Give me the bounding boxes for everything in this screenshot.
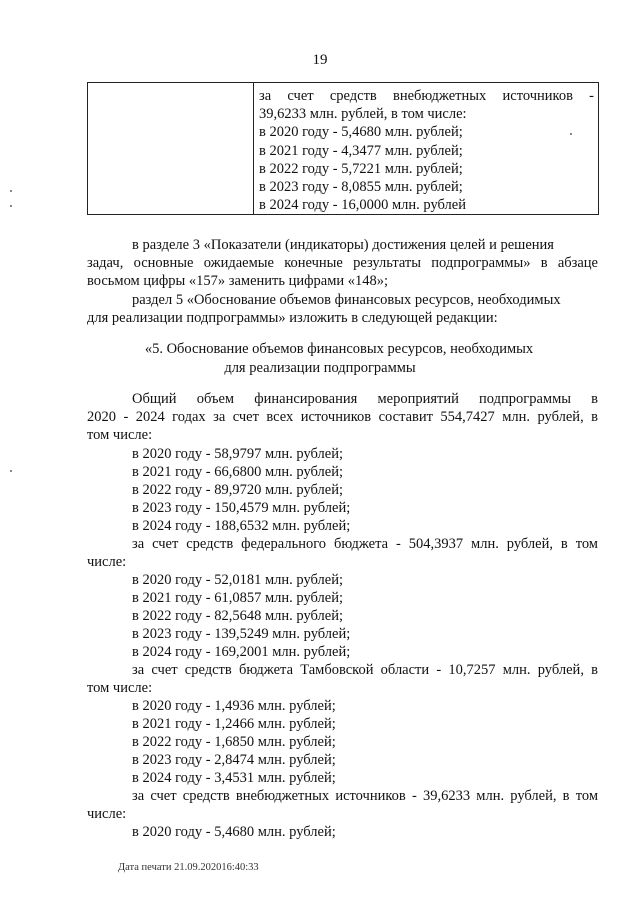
paragraph-line: числе: (87, 554, 127, 571)
paragraph-line: в разделе 3 «Показатели (индикаторы) достижения целей и решения (132, 237, 554, 253)
regional-year-item: в 2024 году - 3,4531 млн. рублей; (132, 770, 336, 786)
total-year-item: в 2020 году - 58,9797 млн. рублей; (132, 446, 343, 462)
table-line: в 2024 году - 16,0000 млн. рублей (259, 197, 466, 214)
federal-year-item: в 2021 году - 61,0857 млн. рублей; (132, 590, 343, 606)
table-line: 39,6233 млн. рублей, в том числе: (259, 106, 467, 123)
table-line: за счет средств внебюджетных источников - (259, 88, 594, 104)
extrabudget-paragraph (87, 787, 598, 823)
scan-speck (10, 190, 12, 192)
scan-speck (10, 470, 12, 472)
paragraph-line: раздел 5 «Обоснование объемов финансовых ресурсов, необходимых (132, 292, 561, 308)
paragraph-line: восьмом цифры «157» заменить цифрами «148»; (87, 273, 389, 290)
paragraph-line: за счет средств бюджета Тамбовской области - 10,7257 млн. рублей, в (132, 662, 598, 678)
federal-year-item: в 2023 году - 139,5249 млн. рублей; (132, 626, 351, 642)
paragraph-line: за счет средств федерального бюджета - 504,3937 млн. рублей, в том (132, 536, 598, 552)
table-funding-cell (254, 83, 599, 215)
federal-year-item: в 2020 году - 52,0181 млн. рублей; (132, 572, 343, 588)
regional-paragraph (87, 661, 598, 697)
paragraph-line: числе: (87, 806, 127, 823)
table-line: в 2021 году - 4,3477 млн. рублей; (259, 142, 463, 159)
total-funding-paragraph (87, 390, 598, 445)
regional-year-item: в 2022 году - 1,6850 млн. рублей; (132, 734, 336, 750)
paragraph-line: том числе: (87, 427, 153, 444)
table-line: в 2022 году - 5,7221 млн. рублей; (259, 160, 463, 177)
scan-speck (10, 205, 12, 207)
federal-year-item: в 2022 году - 82,5648 млн. рублей; (132, 608, 343, 624)
paragraph-line: для реализации подпрограммы» изложить в следующей редакции: (87, 310, 498, 327)
table-line: в 2023 году - 8,0855 млн. рублей; (259, 179, 463, 196)
federal-year-item: в 2024 году - 169,2001 млн. рублей; (132, 644, 351, 660)
paragraph-line: задач, основные ожидаемые конечные результаты подпрограммы» в абзаце (87, 255, 598, 272)
regional-year-item: в 2021 году - 1,2466 млн. рублей; (132, 716, 336, 732)
print-date-footer: Дата печати 21.09.202016:40:33 (118, 862, 259, 873)
scan-speck (570, 133, 572, 135)
extrabudget-year-item: в 2020 году - 5,4680 млн. рублей; (132, 824, 336, 840)
amendment-paragraph (87, 236, 598, 291)
federal-paragraph (87, 535, 598, 571)
table-line: в 2020 году - 5,4680 млн. рублей; (259, 124, 463, 141)
heading-line-1: «5. Обоснование объемов финансовых ресурсов, необходимых (144, 341, 534, 357)
regional-year-item: в 2023 году - 2,8474 млн. рублей; (132, 752, 336, 768)
total-year-item: в 2023 году - 150,4579 млн. рублей; (132, 500, 351, 516)
section5-paragraph (87, 291, 598, 327)
page-number: 19 (312, 52, 328, 68)
regional-year-item: в 2020 году - 1,4936 млн. рублей; (132, 698, 336, 714)
table-empty-cell (88, 83, 254, 215)
paragraph-line: за счет средств внебюджетных источников - 39,6233 млн. рублей, в том (132, 788, 598, 804)
funding-table (87, 82, 599, 215)
heading-line-2: для реализации подпрограммы (224, 359, 416, 376)
total-year-item: в 2024 году - 188,6532 млн. рублей; (132, 518, 351, 534)
total-year-item: в 2021 году - 66,6800 млн. рублей; (132, 464, 343, 480)
paragraph-line: 2020 - 2024 годах за счет всех источников составит 554,7427 млн. рублей, в (87, 409, 598, 426)
section-heading (0, 340, 640, 377)
paragraph-line: том числе: (87, 680, 153, 697)
total-year-item: в 2022 году - 89,9720 млн. рублей; (132, 482, 343, 498)
paragraph-line: Общий объем финансирования мероприятий подпрограммы в (132, 391, 598, 407)
